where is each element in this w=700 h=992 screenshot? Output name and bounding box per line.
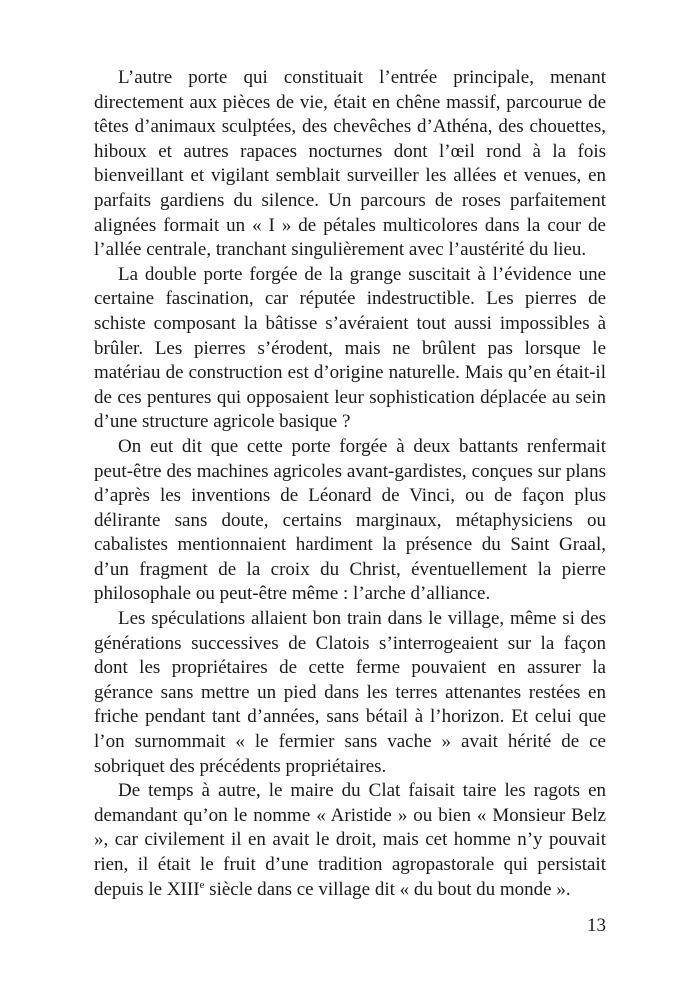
paragraph-4: Les spéculations allaient bon train dans le village, même si des générations successives de Clatois s’interrogeaient sur la façon dont les propriétaires de cette ferme pouvaient en assurer la gérance sans mettre un pied dans les terres attenantes restées en friche pendant tant d’années, sans bétail à l’horizon. Et celui que l’on surnommait « le fermier sans vache » avait hérité de ce sobriquet des précédents propriétaires.	[94, 608, 606, 777]
page-number: 13	[587, 915, 606, 936]
paragraph-5-text: De temps à autre, le maire du Clat faisait taire les ragots en demandant qu’on le nomme « Aristide » ou bien « Monsieur Belz », car civilement il en avait le droit, mais cet homme n’y pouvait rien, il était le fruit d’une tradition agropastorale qui persistait depuis le XIII	[94, 780, 606, 900]
paragraph-2: La double porte forgée de la grange suscitait à l’évidence une certaine fascination, car réputée indestructible. Les pierres de schiste composant la bâtisse s’avéraient tout aussi impossibles à brûler. Les pierres s’érodent, mais ne brûlent pas lorsque le matériau de construction est d’origine naturelle. Mais qu’en était-il de ces pentures qui opposaient leur sophistication déplacée au sein d’une structure agricole basique ?	[94, 263, 606, 433]
century-superscript: e	[199, 878, 205, 891]
paragraph-5-text-end: siècle dans ce village dit « du bout du monde ».	[204, 878, 571, 900]
body-text	[94, 66, 606, 902]
paragraph-1: L’autre porte qui constituait l’entrée principale, menant directement aux pièces de vie, était en chêne massif, parcourue de têtes d’animaux sculptées, des chevêches d’Athéna, des chouettes, hiboux et autres rapaces nocturnes dont l’œil rond à la fois bienveillant et vigilant semblait surveiller les allées et venues, en parfaits gardiens du silence. Un parcours de roses parfaitement alignées formait un « I » de pétales multicolores dans la cour de l’allée centrale, tranchant singulièrement avec l’austérité du lieu.	[94, 67, 606, 261]
paragraph-3: On eut dit que cette porte forgée à deux battants renfermait peut-être des machines agricoles avant-gardistes, conçues sur plans d’après les inventions de Léonard de Vinci, ou de façon plus délirante sans doute, certains marginaux, métaphysiciens ou cabalistes mentionnaient hardiment la présence du Saint Graal, d’un fragment de la croix du Christ, éventuellement la pierre philosophale ou peut-être même : l’arche d’alliance.	[94, 435, 606, 605]
paragraph-5	[94, 779, 606, 902]
